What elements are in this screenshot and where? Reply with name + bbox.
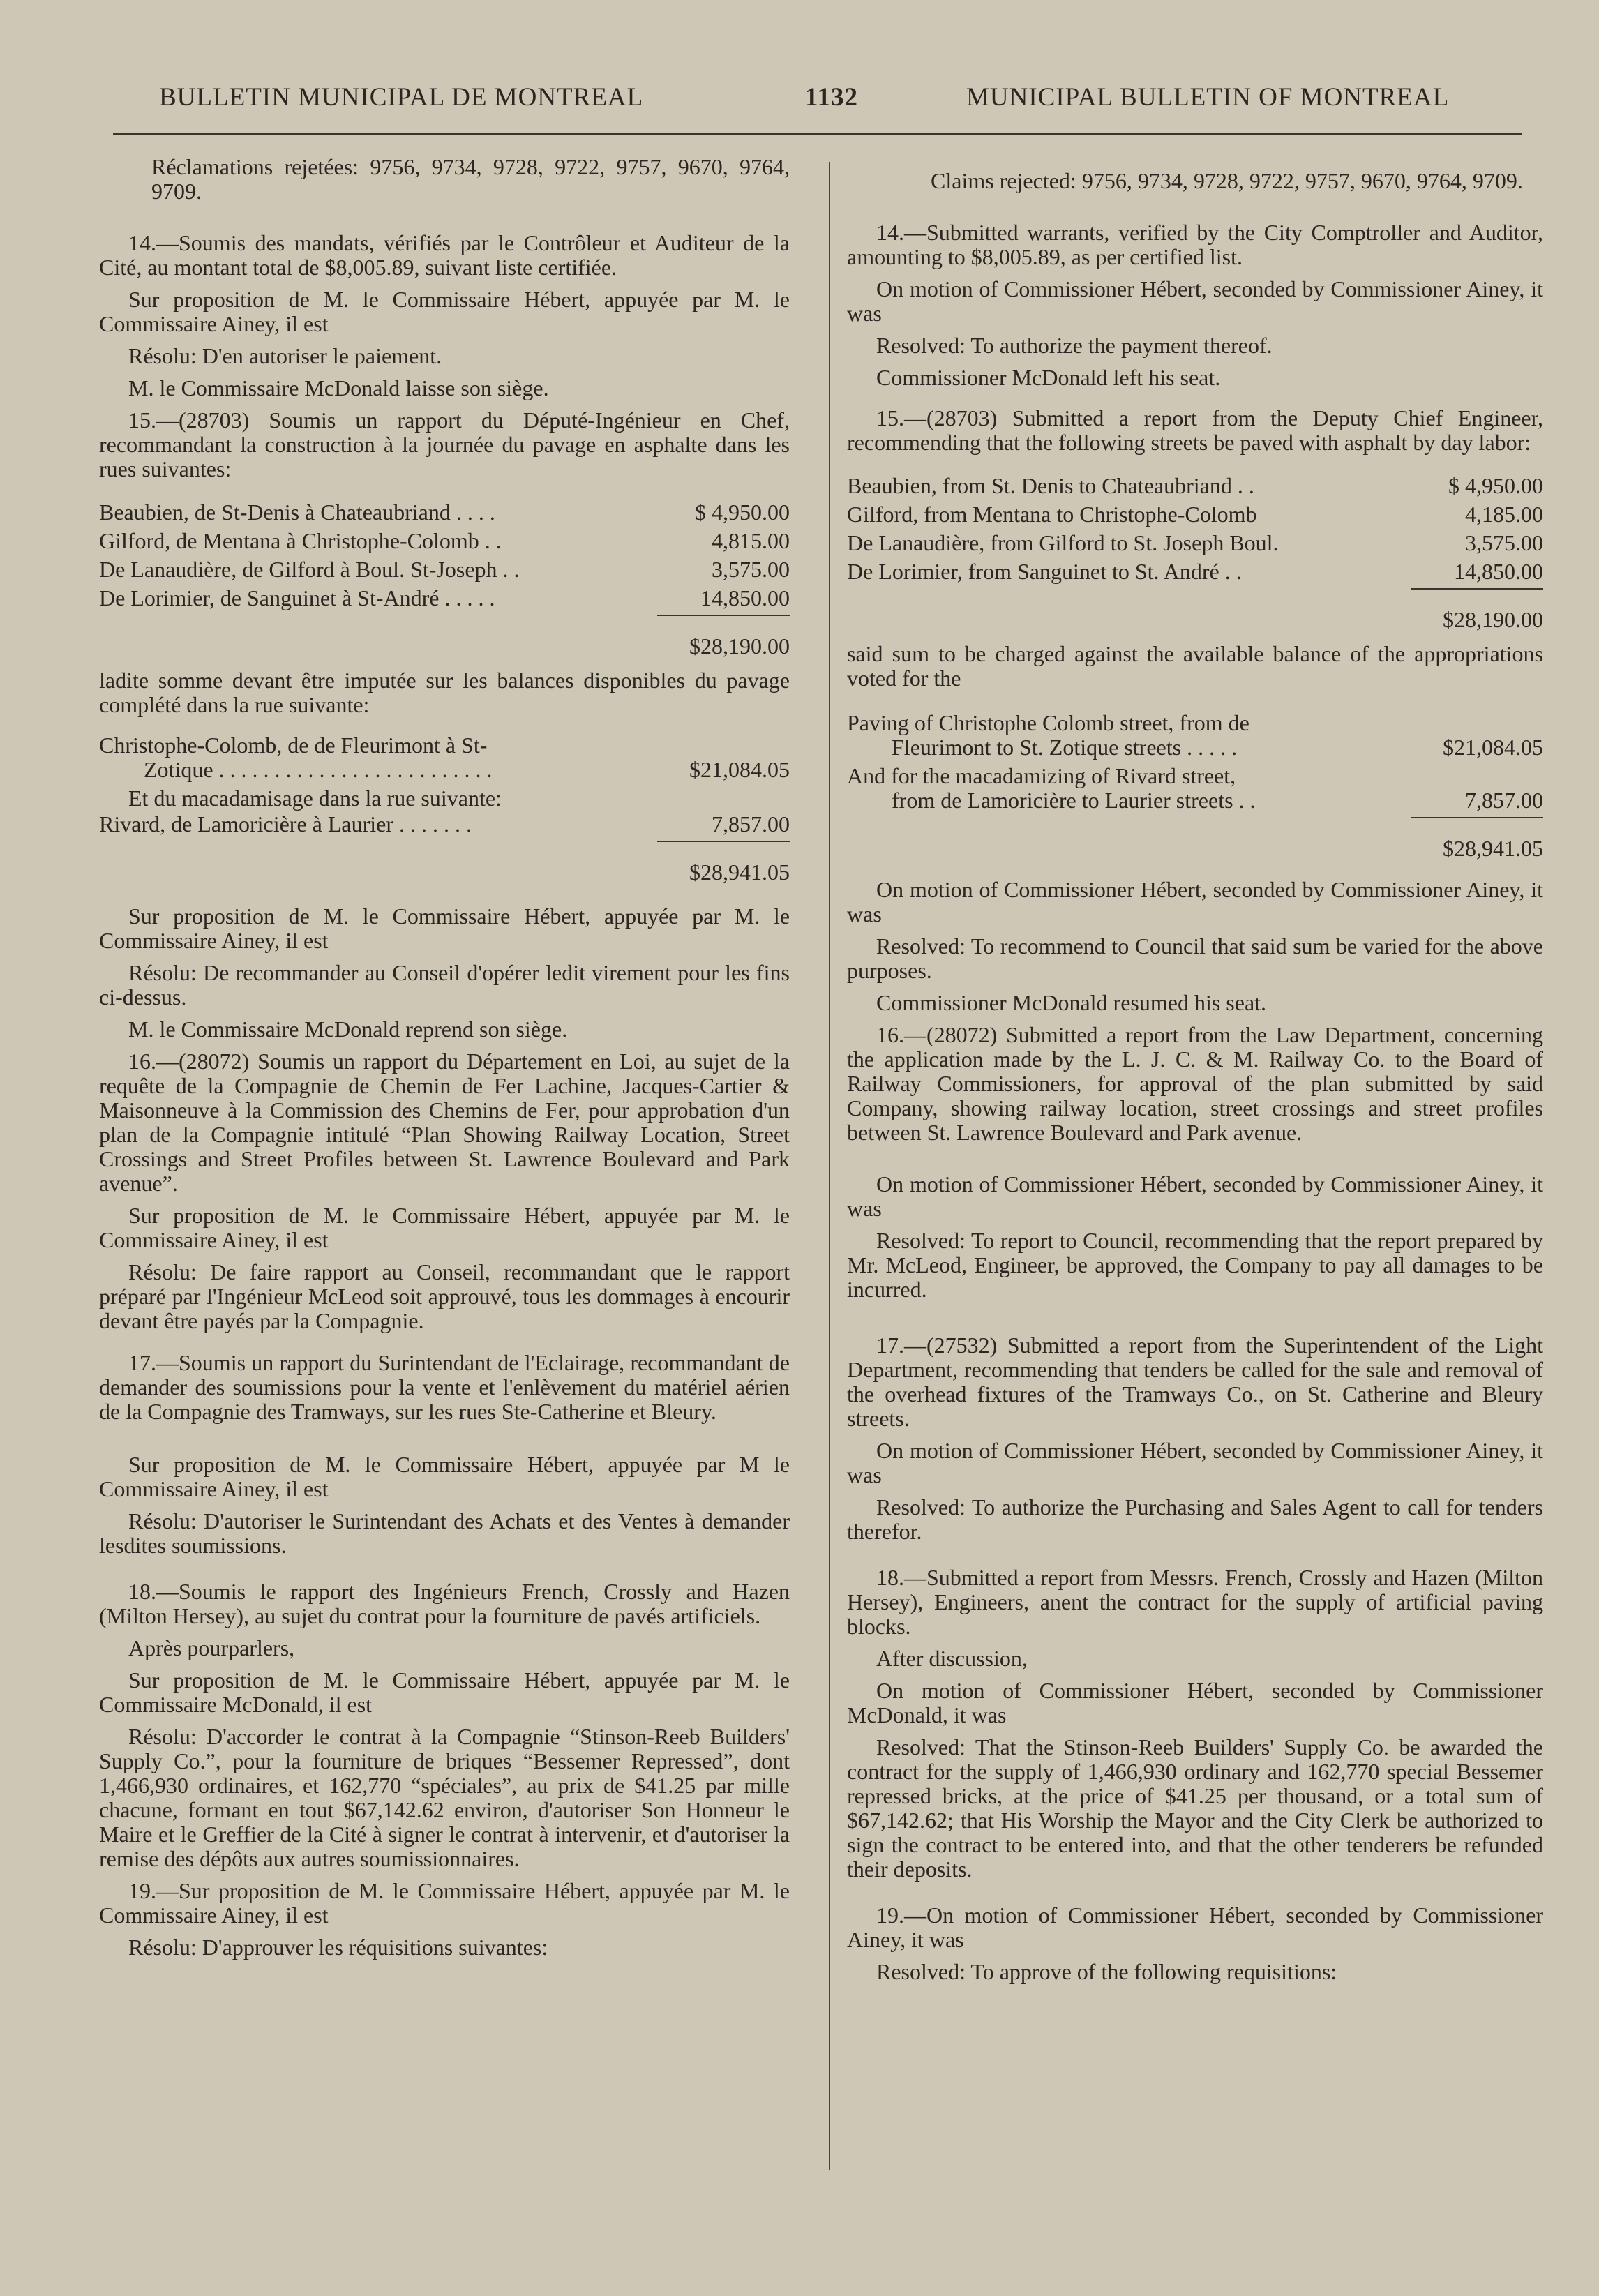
claims-rejected-en: Claims rejected: 9756, 9734, 9728, 9722, 9757, 9670, 9764, 9709. — [931, 168, 1523, 193]
street-amount: 14,850.00 — [1454, 559, 1543, 584]
commissioner-resumed-en: Commissioner McDonald resumed his seat. — [876, 990, 1267, 1015]
commissioner-left-seat-en: Commissioner McDonald left his seat. — [876, 365, 1221, 390]
street-row-fr — [99, 529, 790, 553]
item-17-fr: 17.—Soumis un rapport du Surintendant de l'Eclairage, recommandant de demander des soumissions pour la vente et l'enlèvement du matériel aérien de la Compagnie des Tramways, sur les rues Ste-Catherine et Bleury. — [99, 1350, 790, 1424]
total-amount: $28,190.00 — [657, 615, 790, 659]
street-label: Gilford, de Mentana à Christophe-Colomb . . — [99, 529, 502, 553]
after-discussion-en: After discussion, — [876, 1646, 1028, 1671]
motion-16-fr: Sur proposition de M. le Commissaire Hébert, appuyée par M. le Commissaire Ainey, il est — [99, 1203, 790, 1252]
commissioner-left-seat-fr: M. le Commissaire McDonald laisse son siège. — [128, 375, 549, 400]
motion-15-en: On motion of Commissioner Hébert, seconded by Commissioner Ainey, it was — [847, 877, 1543, 926]
motion-18-en: On motion of Commissioner Hébert, seconded by Commissioner McDonald, it was — [847, 1678, 1543, 1727]
column-divider — [829, 162, 830, 2170]
motion-16-en: On motion of Commissioner Hébert, seconded by Commissioner Ainey, it was — [847, 1171, 1543, 1221]
resolution-18-fr: Résolu: D'accorder le contrat à la Compagnie “Stinson-Reeb Builders' Supply Co.”, pour la fourniture de briques “Bessemer Repressed”, dont 1,466,930 ordinaires, et 162,770 “spéciales”, au prix de $41.25 par mille chacune, formant en tout $67,142.62 environ, d'autoriser Son Honneur le Maire et le Greffier de la Cité à signer le contrat à intervenir, et d'autoriser la remise des dépôts aux autres soumissionnaires. — [99, 1724, 790, 1871]
resolution-16-fr: Résolu: De faire rapport au Conseil, recommandant que le rapport préparé par l'Ingénieur McLeod soit approuvé, tous les dommages à encourir devant être payés par la Compagnie. — [99, 1259, 790, 1333]
street-label: De Lorimier, from Sanguinet to St. André . . — [847, 560, 1242, 584]
street-row-en — [847, 560, 1543, 584]
resolution-16-en: Resolved: To report to Council, recommending that the report prepared by Mr. McLeod, Engineer, be approved, the Company to pay all damages to be incurred. — [847, 1228, 1543, 1302]
total-2-en — [847, 817, 1543, 861]
item-16-en: 16.—(28072) Submitted a report from the Law Department, concerning the application made by the L. J. C. & M. Railway Co. to the Board of Railway Commissioners, for approval of the plan submitted by said Company, showing railway location, street crossings and street profiles between St. Lawrence Boulevard and Park avenue. — [847, 1022, 1543, 1145]
street-label: Beaubien, from St. Denis to Chateaubriand . . — [847, 474, 1254, 498]
item-18-fr: 18.—Soumis le rapport des Ingénieurs French, Crossly and Hazen (Milton Hersey), au sujet du contrat pour la fourniture de pavés artificiels. — [99, 1579, 790, 1628]
street-label: Gilford, from Mentana to Christophe-Colomb — [847, 502, 1257, 527]
street-amount: 4,815.00 — [712, 528, 790, 553]
street-amount: 3,575.00 — [712, 557, 790, 582]
item-14-en: 14.—Submitted warrants, verified by the City Comptroller and Auditor, amounting to $8,005.89, as per certified list. — [847, 220, 1543, 269]
street-row-fr — [99, 557, 790, 582]
motion-14-en: On motion of Commissioner Hébert, seconded by Commissioner Ainey, it was — [847, 276, 1543, 326]
item-17-en: 17.—(27532) Submitted a report from the Superintendent of the Light Department, recommending that tenders be called for the sale and removal of the overhead fixtures of the Tramways Co., on St. Catherine and Bleury streets. — [847, 1333, 1543, 1431]
street-label: De Lanaudière, de Gilford à Boul. St-Joseph . . — [99, 557, 520, 582]
total-1-fr — [99, 615, 790, 659]
resolution-17-fr: Résolu: D'autoriser le Surintendant des Achats et des Ventes à demander lesdites soumissions. — [99, 1508, 790, 1558]
resolution-15-fr: Résolu: De recommander au Conseil d'opérer ledit virement pour les fins ci-dessus. — [99, 960, 790, 1010]
macadam-label-line2: from de Lamoricière to Laurier streets . . — [892, 788, 1256, 813]
street-amount: 14,850.00 — [700, 585, 790, 610]
total-amount: $28,941.05 — [1411, 817, 1543, 861]
header-rule — [113, 133, 1522, 135]
motion-18-fr: Sur proposition de M. le Commissaire Hébert, appuyée par M. le Commissaire McDonald, il est — [99, 1667, 790, 1717]
paving-label-line1: Paving of Christophe Colomb street, from de — [847, 711, 1249, 735]
street-row-en — [847, 474, 1543, 498]
motion-15-fr: Sur proposition de M. le Commissaire Hébert, appuyée par M. le Commissaire Ainey, il est — [99, 903, 790, 953]
paving-label-line2: Zotique . . . . . . . . . . . . . . . . . . . . . . . . . — [144, 758, 493, 782]
total-1-en — [847, 588, 1543, 632]
resolution-19-en: Resolved: To approve of the following requisitions: — [876, 1959, 1337, 1984]
street-row-fr — [99, 586, 790, 610]
resolution-18-en: Resolved: That the Stinson-Reeb Builders' Supply Co. be awarded the contract for the supply of 1,466,930 ordinary and 162,770 special Bessemer repressed bricks, at the price of $41.25 per thousand, or a total sum of $67,142.62; that His Worship the Mayor and the City Clerk be authorized to sign the contract to be entered into, and that the other tenderers be refunded their deposits. — [847, 1734, 1543, 1882]
street-label: De Lorimier, de Sanguinet à St-André . . . . . — [99, 586, 495, 610]
header-title-english: MUNICIPAL BULLETIN OF MONTREAL — [966, 83, 1450, 112]
paving-amount: $21,084.05 — [1443, 735, 1543, 760]
commissioner-resumed-fr: M. le Commissaire McDonald reprend son siège. — [128, 1016, 568, 1042]
street-amount: $ 4,950.00 — [695, 500, 790, 525]
macadam-label-line1: And for the macadamizing of Rivard street, — [847, 764, 1236, 788]
resolution-17-en: Resolved: To authorize the Purchasing and Sales Agent to call for tenders therefor. — [847, 1494, 1543, 1544]
english-column — [847, 169, 1543, 1992]
item-14-fr: 14.—Soumis des mandats, vérifiés par le Contrôleur et Auditeur de la Cité, au montant total de $8,005.89, suivant liste certifiée. — [99, 230, 790, 280]
item-18-en: 18.—Submitted a report from Messrs. French, Crossly and Hazen (Milton Hersey), Engineers, anent the contract for the supply of artificial paving blocks. — [847, 1565, 1543, 1639]
macadam-amount: 7,857.00 — [712, 811, 790, 836]
macadam-label: Rivard, de Lamoricière à Laurier . . . . . . . — [99, 812, 472, 836]
page-number: 1132 — [805, 83, 858, 112]
motion-14-fr: Sur proposition de M. le Commissaire Hébert, appuyée par M. le Commissaire Ainey, il est — [99, 287, 790, 336]
item-19-en: 19.—On motion of Commissioner Hébert, seconded by Commissioner Ainey, it was — [847, 1903, 1543, 1952]
street-label: De Lanaudière, from Gilford to St. Joseph Boul. — [847, 531, 1279, 555]
street-amount: $ 4,950.00 — [1448, 473, 1543, 498]
french-column — [99, 155, 790, 1967]
street-amount: 4,185.00 — [1465, 502, 1543, 527]
street-amount: 3,575.00 — [1465, 530, 1543, 555]
resolution-14-en: Resolved: To authorize the payment thereof. — [876, 333, 1273, 358]
street-row-en — [847, 502, 1543, 527]
total-2-fr — [99, 841, 790, 885]
header-title-french: BULLETIN MUNICIPAL DE MONTREAL — [159, 83, 644, 112]
resolution-14-fr: Résolu: D'en autoriser le paiement. — [128, 343, 442, 368]
after-discussion-fr: Après pourparlers, — [128, 1635, 295, 1660]
motion-17-en: On motion of Commissioner Hébert, seconded by Commissioner Ainey, it was — [847, 1438, 1543, 1487]
claims-rejected-fr: Réclamations rejetées: 9756, 9734, 9728, 9722, 9757, 9670, 9764, 9709. — [151, 154, 790, 204]
charge-note-fr: ladite somme devant être imputée sur les balances disponibles du pavage complété dans la rue suivante: — [99, 668, 790, 717]
item-15-fr: 15.—(28703) Soumis un rapport du Député-Ingénieur en Chef, recommandant la construction à la journée du pavage en asphalte dans les rues suivantes: — [99, 407, 790, 481]
total-amount: $28,190.00 — [1411, 588, 1543, 632]
paving-label-line2: Fleurimont to St. Zotique streets . . . . . — [892, 735, 1238, 760]
item-15-en: 15.—(28703) Submitted a report from the Deputy Chief Engineer, recommending that the following streets be paved with asphalt by day labor: — [847, 405, 1543, 455]
macadam-amount: 7,857.00 — [1465, 788, 1543, 813]
total-amount: $28,941.05 — [657, 841, 790, 885]
resolution-15-en: Resolved: To recommend to Council that said sum be varied for the above purposes. — [847, 933, 1543, 983]
resolution-19-fr: Résolu: D'approuver les réquisitions suivantes: — [128, 1935, 548, 1960]
item-16-fr: 16.—(28072) Soumis un rapport du Département en Loi, au sujet de la requête de la Compagnie de Chemin de Fer Lachine, Jacques-Cartier & Maisonneuve à la Commission des Chemins de Fer, pour approbation d'un plan de la Compagnie intitulé “Plan Showing Railway Location, Street Crossings and Street Profiles between St. Lawrence Boulevard and Park avenue”. — [99, 1049, 790, 1196]
paving-amount: $21,084.05 — [689, 757, 790, 782]
item-19-fr: 19.—Sur proposition de M. le Commissaire Hébert, appuyée par M. le Commissaire Ainey, il est — [99, 1878, 790, 1928]
motion-17-fr: Sur proposition de M. le Commissaire Hébert, appuyée par M le Commissaire Ainey, il est — [99, 1452, 790, 1501]
street-label: Beaubien, de St-Denis à Chateaubriand . . . . — [99, 500, 495, 525]
macadam-intro-fr: Et du macadamisage dans la rue suivante: — [128, 786, 502, 811]
street-row-fr — [99, 500, 790, 525]
paving-label-line1: Christophe-Colomb, de de Fleurimont à St- — [99, 733, 488, 758]
street-row-en — [847, 531, 1543, 555]
charge-note-en: said sum to be charged against the available balance of the appropriations voted for the — [847, 641, 1543, 691]
